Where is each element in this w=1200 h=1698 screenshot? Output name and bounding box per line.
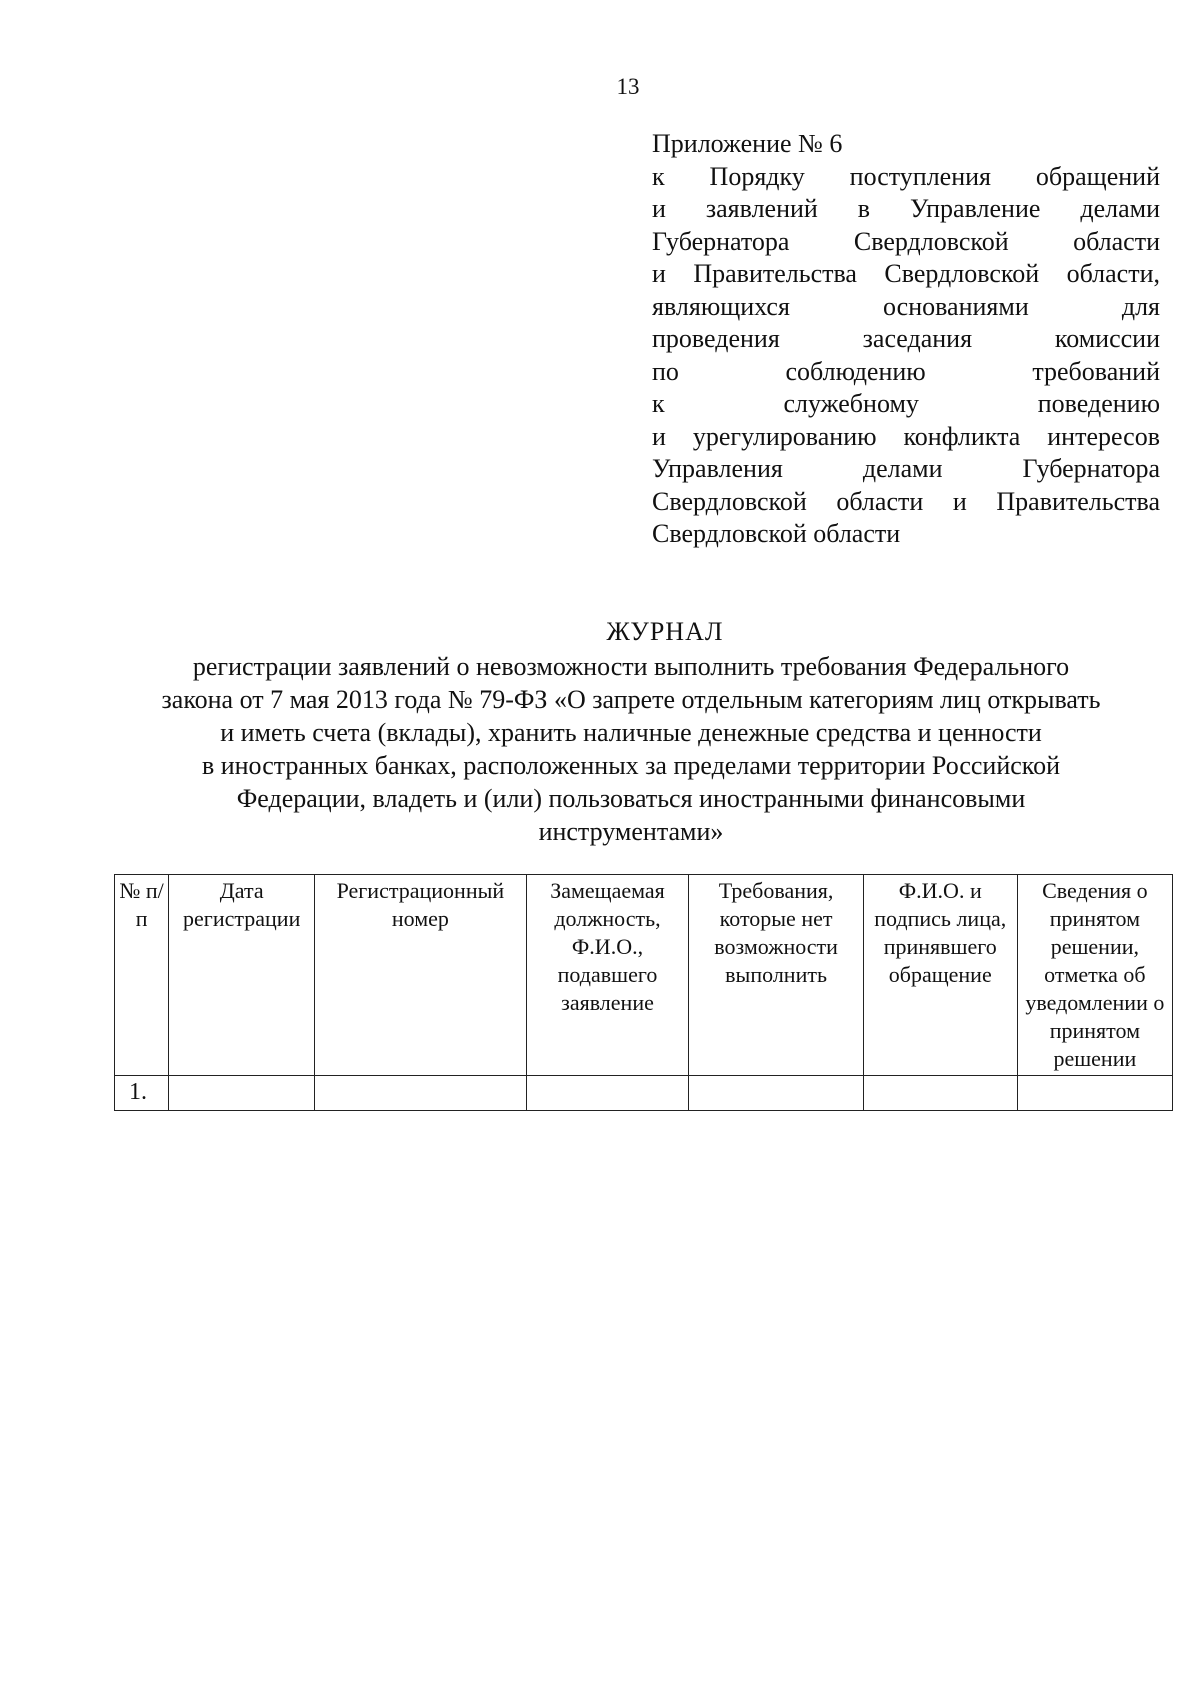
appendix-line: Приложение № 6 (652, 129, 843, 158)
appendix-line: Управления делами Губернатора (652, 454, 1160, 483)
journal-subtitle (110, 650, 1152, 848)
header-decision-info: Сведения о принятом решении, отметка об уведомлении о принятом решении (1017, 875, 1172, 1076)
appendix-line: к служебному поведению (652, 389, 1160, 418)
appendix-line: и заявлений в Управление делами (652, 194, 1160, 223)
appendix-line: к Порядку поступления обращений (652, 161, 1160, 191)
appendix-line: и урегулированию конфликта интересов (652, 421, 1160, 451)
registration-journal-table (114, 874, 1173, 1111)
journal-subtitle-line: инструментами» (538, 817, 724, 846)
journal-subtitle-line: Федерации, владеть и (или) пользоваться иностранными финансовыми (236, 784, 1026, 813)
appendix-line: являющихся основаниями для (652, 291, 1160, 321)
table-cell (169, 1076, 315, 1111)
header-requirements: Требования, которые нет возможности выполнить (689, 875, 863, 1076)
page-number: 13 (616, 74, 640, 99)
appendix-line: Свердловской области (652, 519, 901, 548)
header-receiver-signature: Ф.И.О. и подпись лица, принявшего обращение (863, 875, 1017, 1076)
table-row (115, 1076, 1173, 1111)
journal-subtitle-line: и иметь счета (вклады), хранить наличные денежные средства и ценности (220, 718, 1042, 747)
table-header-row (115, 875, 1173, 1076)
header-registration-date: Дата регистрации (169, 875, 315, 1076)
header-registration-number: Регистрационный номер (315, 875, 526, 1076)
appendix-block (652, 128, 1160, 551)
appendix-line: Губернатора Свердловской области (652, 226, 1160, 256)
header-position-name: Замещаемая должность, Ф.И.О., подавшего заявление (526, 875, 689, 1076)
journal-title: ЖУРНАЛ (606, 617, 724, 646)
appendix-line: и Правительства Свердловской области, (652, 259, 1160, 288)
table-cell (1017, 1076, 1172, 1111)
journal-subtitle-line: в иностранных банках, расположенных за пределами территории Российской (201, 751, 1061, 780)
table-cell (526, 1076, 689, 1111)
appendix-line: проведения заседания комиссии (652, 324, 1160, 353)
appendix-line: по соблюдению требований (652, 356, 1160, 386)
journal-subtitle-line: закона от 7 мая 2013 года № 79-ФЗ «О запрете отдельным категориям лиц открывать (161, 685, 1101, 714)
table-cell (315, 1076, 526, 1111)
table-cell (689, 1076, 863, 1111)
journal-subtitle-line: регистрации заявлений о невозможности выполнить требования Федерального (192, 652, 1070, 681)
header-number: № п/п (115, 875, 169, 1076)
table-cell (863, 1076, 1017, 1111)
table-cell: 1. (115, 1076, 169, 1111)
appendix-line: Свердловской области и Правительства (652, 486, 1160, 516)
